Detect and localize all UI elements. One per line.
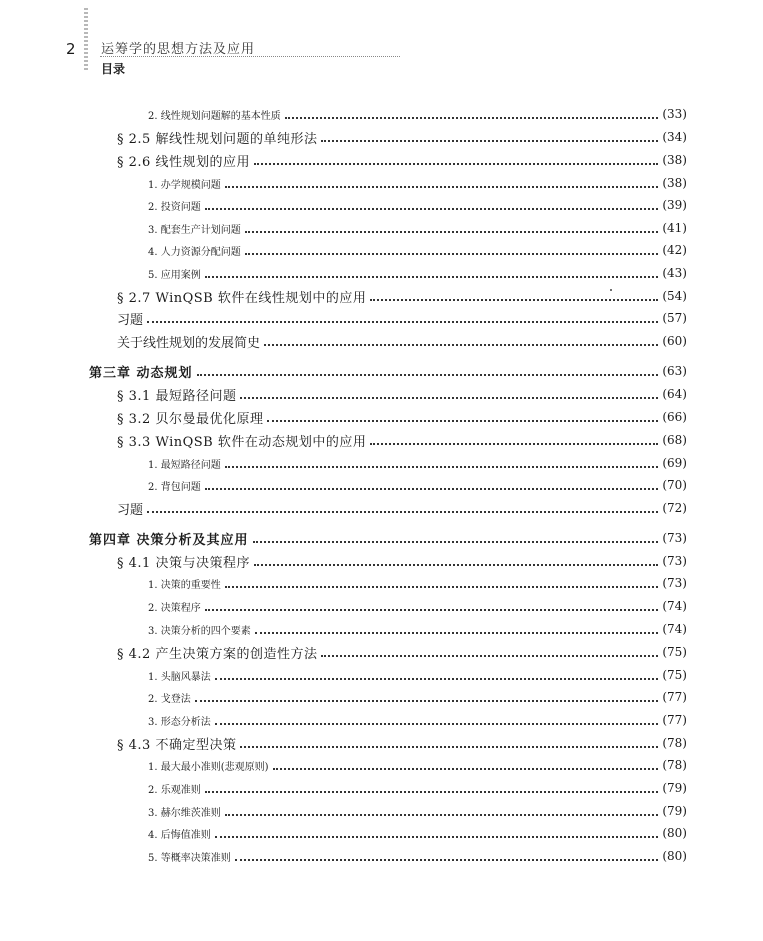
dot-leader (240, 396, 658, 399)
dot-leader (147, 320, 658, 323)
toc-entry-page: (33) (662, 107, 687, 121)
toc-entry-label: 3. 配套生产计划问题 (148, 224, 241, 236)
toc-row (148, 801, 687, 821)
dot-leader (205, 790, 659, 793)
toc-entry-label: 2. 背包问题 (148, 481, 201, 493)
dot-leader (205, 608, 659, 611)
toc-entry-page: (74) (662, 622, 687, 636)
toc-entry-label: § 2.5 解线性规划问题的单纯形法 (117, 131, 318, 147)
toc-row (148, 619, 687, 639)
toc-entry-page: (75) (662, 668, 687, 682)
toc-row (117, 150, 687, 170)
dot-leader (254, 563, 658, 566)
toc-row (117, 384, 687, 404)
toc-entry-label: § 2.7 WinQSB 软件在线性规划中的应用 (117, 290, 367, 306)
toc-entry-page: (73) (662, 576, 687, 590)
toc-entry-page: (79) (662, 804, 687, 818)
toc-entry-label: 1. 最短路径问题 (148, 459, 221, 471)
toc-entry-page: (38) (662, 176, 687, 190)
toc-entry-page: (80) (662, 849, 687, 863)
book-title: 运筹学的思想方法及应用 (101, 42, 256, 57)
dot-leader (215, 722, 659, 725)
toc-entry-label: 2. 戈登法 (148, 693, 191, 705)
toc-row (148, 665, 687, 685)
toc-entry-label: 2. 决策程序 (148, 602, 201, 614)
dot-leader (370, 298, 658, 301)
toc-entry-page: (66) (662, 410, 687, 424)
toc-row (148, 710, 687, 730)
toc-entry-page: (41) (662, 221, 687, 235)
toc-entry-label: 1. 头脑风暴法 (148, 671, 211, 683)
toc-entry-label: 4. 后悔值准则 (148, 829, 211, 841)
toc-entry-page: (73) (662, 554, 687, 568)
toc-row (148, 195, 687, 215)
toc-entry-page: (75) (662, 645, 687, 659)
dot-leader (253, 540, 659, 543)
toc-row (117, 430, 687, 450)
toc-row (148, 573, 687, 593)
dot-leader (370, 442, 658, 445)
dot-leader (321, 139, 658, 142)
toc-entry-label: 2. 线性规划问题解的基本性质 (148, 110, 281, 122)
dot-leader (147, 510, 658, 513)
toc-entry-page: (42) (662, 243, 687, 257)
toc-entry-label: § 2.6 线性规划的应用 (117, 154, 250, 170)
toc-row (117, 331, 687, 351)
toc-entry-page: (63) (662, 364, 687, 378)
dot-leader (215, 677, 659, 680)
toc-entry-label: 3. 赫尔维茨准则 (148, 807, 221, 819)
toc-entry-page: (77) (662, 690, 687, 704)
toc-entry-page: (72) (662, 501, 687, 515)
toc-entry-page: (77) (662, 713, 687, 727)
toc-row (148, 755, 687, 775)
dot-leader (240, 745, 658, 748)
toc-entry-label: § 3.3 WinQSB 软件在动态规划中的应用 (117, 434, 367, 450)
dot-leader (205, 207, 659, 210)
dot-leader (273, 767, 659, 770)
toc-row (148, 823, 687, 843)
toc-entry-label: 关于线性规划的发展简史 (117, 335, 261, 351)
toc-entry-label: 习题 (117, 312, 144, 328)
toc-entry-label: 4. 人力资源分配问题 (148, 246, 241, 258)
dot-leader (264, 343, 658, 346)
toc-row (148, 687, 687, 707)
toc-entry-page: (78) (662, 736, 687, 750)
toc-entry-label: 2. 乐观准则 (148, 784, 201, 796)
toc-row (117, 407, 687, 427)
toc-row (117, 551, 687, 571)
toc-entry-page: (70) (662, 478, 687, 492)
toc-entry-page: (34) (662, 130, 687, 144)
toc-row (148, 240, 687, 260)
dot-leader (225, 813, 659, 816)
toc-row (148, 104, 687, 124)
toc-entry-label: § 4.2 产生决策方案的创造性方法 (117, 646, 318, 662)
toc-entry-label: 1. 决策的重要性 (148, 579, 221, 591)
dot-leader (205, 487, 659, 490)
toc-entry-label: 3. 形态分析法 (148, 716, 211, 728)
toc-entry-label: 5. 等概率决策准则 (148, 852, 231, 864)
toc-entry-label: 3. 决策分析的四个要素 (148, 625, 251, 637)
toc-row (117, 733, 687, 753)
toc-entry-page: (79) (662, 781, 687, 795)
toc-row (117, 127, 687, 147)
toc-entry-label: § 4.1 决策与决策程序 (117, 555, 250, 571)
toc-row (148, 846, 687, 866)
toc-entry-page: (69) (662, 456, 687, 470)
toc-entry-label: 第三章 动态规划 (89, 365, 193, 381)
toc-row (117, 286, 687, 306)
toc-entry-page: (64) (662, 387, 687, 401)
dot-leader (235, 858, 659, 861)
toc-entry-page: (54) (662, 289, 687, 303)
dot-leader (225, 185, 659, 188)
toc-entry-page: (78) (662, 758, 687, 772)
dot-leader (225, 465, 659, 468)
toc-entry-label: 2. 投资问题 (148, 201, 201, 213)
toc-entry-page: (73) (662, 531, 687, 545)
dot-leader (225, 585, 659, 588)
toc-entry-page: (60) (662, 334, 687, 348)
toc-entry-page: (80) (662, 826, 687, 840)
page-number: 2 (66, 40, 76, 58)
toc-row (148, 173, 687, 193)
dot-leader (254, 162, 658, 165)
toc-entry-label: 1. 办学规模问题 (148, 179, 221, 191)
toc-entry-label: 5. 应用案例 (148, 269, 201, 281)
toc-entry-page: (57) (662, 311, 687, 325)
toc-entry-label: § 3.2 贝尔曼最优化原理 (117, 411, 264, 427)
toc-entry-label: § 3.1 最短路径问题 (117, 388, 237, 404)
toc-entry-page: (74) (662, 599, 687, 613)
dot-leader (215, 835, 659, 838)
toc-entry-label: 习题 (117, 502, 144, 518)
toc-entry-label: 第四章 决策分析及其应用 (89, 532, 249, 548)
toc-row (89, 528, 687, 548)
toc-row (117, 498, 687, 518)
toc-entry-page: (68) (662, 433, 687, 447)
toc-row (148, 263, 687, 283)
toc-entry-label: 1. 最大最小准则(悲观原则) (148, 761, 269, 773)
toc-row (148, 596, 687, 616)
toc-row (148, 778, 687, 798)
dot-leader (197, 373, 659, 376)
toc-row (148, 218, 687, 238)
dot-leader (285, 116, 659, 119)
section-label: 目录 (101, 62, 126, 76)
toc-row (89, 361, 687, 381)
dot-leader (195, 699, 659, 702)
dot-leader (245, 230, 659, 233)
toc-row (148, 475, 687, 495)
dot-leader (321, 654, 658, 657)
toc-row (148, 453, 687, 473)
dot-leader (205, 275, 659, 278)
toc-entry-page: (39) (662, 198, 687, 212)
toc-row (117, 642, 687, 662)
toc-row (117, 308, 687, 328)
dot-leader (245, 252, 659, 255)
toc-entry-page: (38) (662, 153, 687, 167)
dot-leader (267, 419, 658, 422)
toc-entry-label: § 4.3 不确定型决策 (117, 737, 237, 753)
dot-leader (255, 631, 659, 634)
toc-entry-page: (43) (662, 266, 687, 280)
